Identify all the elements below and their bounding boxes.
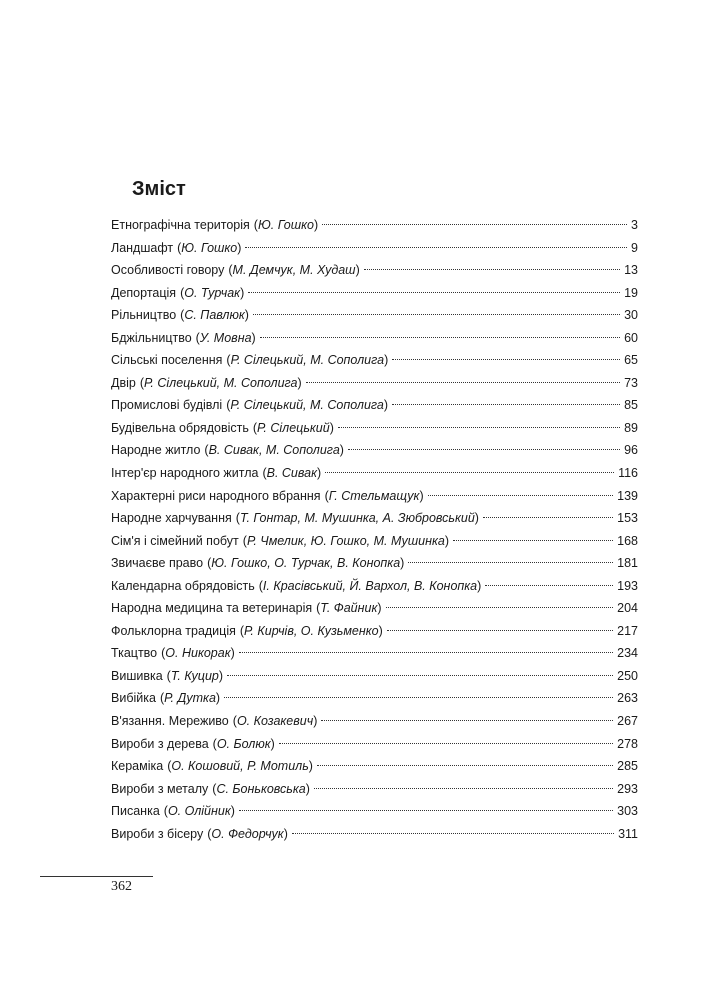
toc-entry-author: ( М. Демчук, М. Худаш )	[228, 263, 359, 277]
toc-entry	[111, 755, 638, 778]
footer-rule	[40, 876, 153, 877]
toc-entry-title: Кераміка	[111, 759, 164, 774]
toc-entry-title: Промислові будівлі	[111, 398, 223, 413]
toc-entry	[111, 214, 638, 237]
toc-entry-author: ( О. Федорчук )	[207, 827, 288, 841]
toc-entry	[111, 394, 638, 417]
toc-entry-page: 9	[631, 240, 638, 255]
toc-entry-title: Депортація	[111, 285, 177, 300]
toc-entry-author: ( Ю. Гошко )	[177, 241, 241, 255]
toc-heading: Зміст	[132, 178, 186, 200]
toc-entry-title: Народне житло	[111, 443, 201, 458]
dot-leader	[292, 833, 614, 834]
toc-entry-page: 168	[617, 533, 638, 548]
toc-entry-title: Інтер'єр народного житла	[111, 466, 259, 481]
toc-entry-author: ( Г. Стельмащук )	[325, 489, 424, 503]
toc-entry-author: ( Р. Чмелик, Ю. Гошко, М. Мушинка )	[243, 534, 449, 548]
dot-leader	[248, 292, 620, 293]
dot-leader	[428, 495, 614, 496]
toc-entry-author: ( Т. Файник )	[316, 601, 381, 615]
toc-entry-page: 217	[617, 623, 638, 638]
dot-leader	[453, 540, 613, 541]
toc-entry	[111, 620, 638, 643]
toc-entry	[111, 304, 638, 327]
toc-entry-author: ( Р. Дутка )	[160, 691, 220, 705]
toc-entry	[111, 687, 638, 710]
toc-entry	[111, 710, 638, 733]
toc-entry-title: Ткацтво	[111, 646, 158, 661]
toc-entry	[111, 349, 638, 372]
toc-entry-author: ( О. Турчак )	[180, 286, 244, 300]
toc-entry-page: 13	[624, 263, 638, 278]
dot-leader	[338, 427, 620, 428]
toc-entry-author: ( Ю. Гошко )	[254, 218, 318, 232]
toc-entry	[111, 733, 638, 756]
toc-entry	[111, 823, 638, 846]
toc-entry-page: 267	[617, 714, 638, 729]
toc-entry	[111, 665, 638, 688]
toc-entry-author: ( Р. Сілецький, М. Сополига )	[226, 398, 388, 412]
dot-leader	[260, 337, 620, 338]
dot-leader	[253, 314, 620, 315]
toc-entry-title: Фольклорна традиція	[111, 623, 236, 638]
toc-entry-author: ( В. Сивак, М. Сополига )	[204, 443, 344, 457]
toc-entry-page: 278	[617, 736, 638, 751]
dot-leader	[387, 630, 613, 631]
toc-entry-page: 250	[617, 668, 638, 683]
toc-entry-page: 73	[624, 375, 638, 390]
dot-leader	[239, 810, 613, 811]
dot-leader	[322, 224, 627, 225]
toc-entry	[111, 800, 638, 823]
toc-entry-page: 139	[617, 488, 638, 503]
toc-entry-author: ( О. Козакевич )	[233, 714, 318, 728]
toc-entry-page: 293	[617, 781, 638, 796]
dot-leader	[239, 652, 613, 653]
toc-entry-author: ( О. Олійник )	[164, 804, 235, 818]
toc-entry-page: 193	[617, 578, 638, 593]
dot-leader	[392, 359, 620, 360]
toc-entry	[111, 372, 638, 395]
toc-entry-page: 3	[631, 218, 638, 232]
dot-leader	[224, 697, 613, 698]
page-number: 362	[111, 879, 132, 894]
dot-leader	[408, 562, 613, 563]
toc-entry-author: ( Р. Сілецький, М. Сополига )	[140, 376, 302, 390]
toc-entry-page: 263	[617, 691, 638, 706]
toc-entry-page: 234	[617, 646, 638, 661]
dot-leader	[392, 404, 620, 405]
toc-entry-author: ( С. Павлюк )	[180, 308, 249, 322]
toc-entry-page: 311	[618, 826, 638, 841]
toc-entry-title: В'язання. Мереживо	[111, 714, 229, 729]
dot-leader	[483, 517, 613, 518]
dot-leader	[386, 607, 614, 608]
toc-entry-title: Писанка	[111, 804, 160, 819]
toc-entry-author: ( Р. Сілецький )	[253, 421, 334, 435]
toc-entry-author: ( О. Болюк )	[213, 737, 275, 751]
toc-entry-title: Двір	[111, 375, 136, 390]
toc-entry-title: Сім'я і сімейний побут	[111, 533, 239, 548]
toc-entry	[111, 597, 638, 620]
dot-leader	[306, 382, 620, 383]
toc-entry	[111, 507, 638, 530]
toc-entry	[111, 778, 638, 801]
toc-entry-page: 96	[624, 443, 638, 458]
dot-leader	[314, 788, 613, 789]
dot-leader	[227, 675, 613, 676]
toc-entry	[111, 462, 638, 485]
toc-entry-title: Народне харчування	[111, 511, 232, 526]
toc-entry-title: Будівельна обрядовість	[111, 420, 249, 435]
toc-entry-author: ( С. Боньковська )	[212, 782, 310, 796]
toc-entry	[111, 237, 638, 260]
toc-entry-title: Сільські поселення	[111, 353, 223, 368]
toc-entry	[111, 259, 638, 282]
toc-entry-title: Вироби з дерева	[111, 736, 209, 751]
toc-entry	[111, 417, 638, 440]
toc-entry-author: ( Р. Сілецький, М. Сополига )	[226, 353, 388, 367]
toc-entry-page: 60	[624, 330, 638, 345]
dot-leader	[485, 585, 613, 586]
toc-entry-author: ( Р. Кирчів, О. Кузьменко )	[240, 624, 383, 638]
toc-entry-title: Вироби з бісеру	[111, 826, 204, 841]
toc-entry	[111, 282, 638, 305]
toc-entry-page: 89	[624, 420, 638, 435]
toc-entry	[111, 327, 638, 350]
toc-entry	[111, 439, 638, 462]
toc-entry-author: ( О. Никорак )	[161, 646, 235, 660]
toc-entry	[111, 552, 638, 575]
toc-entry-author: ( Т. Гонтар, М. Мушинка, А. Зюбровський )	[236, 511, 479, 525]
toc-entry-title: Вишивка	[111, 668, 163, 683]
toc-entry-page: 204	[617, 601, 638, 616]
dot-leader	[279, 743, 613, 744]
dot-leader	[364, 269, 620, 270]
dot-leader	[317, 765, 613, 766]
toc-entry-author: ( І. Красівський, Й. Вархол, В. Конопка )	[259, 579, 482, 593]
toc-entry-author: ( У. Мовна )	[196, 331, 256, 345]
toc-entry-page: 153	[617, 511, 638, 526]
toc-entry-page: 30	[624, 308, 638, 323]
toc-entry-page: 85	[624, 398, 638, 413]
toc-entry-page: 116	[618, 466, 638, 481]
toc-entry-author: ( Т. Куцир )	[167, 669, 223, 683]
toc-entry-title: Календарна обрядовість	[111, 578, 255, 593]
dot-leader	[325, 472, 614, 473]
toc-entry-page: 303	[617, 804, 638, 819]
toc-entry-author: ( В. Сивак )	[262, 466, 321, 480]
toc-entry	[111, 575, 638, 598]
toc-entry	[111, 642, 638, 665]
toc-entry-title: Особливості говору	[111, 263, 225, 278]
toc-entry-title: Ландшафт	[111, 240, 174, 255]
toc-entry	[111, 530, 638, 553]
toc-entry-page: 181	[617, 556, 638, 571]
dot-leader	[245, 247, 627, 248]
toc-entry-title: Вибійка	[111, 691, 156, 706]
toc-entry-title: Бджільництво	[111, 330, 192, 345]
toc-entry-page: 19	[624, 285, 638, 300]
toc-entry-title: Етнографічна територія	[111, 218, 250, 232]
toc-entry-title: Звичаєве право	[111, 556, 204, 571]
toc-entry-title: Вироби з металу	[111, 781, 209, 796]
toc-entry-title: Характерні риси народного вбрання	[111, 488, 321, 503]
toc-entry-author: ( Ю. Гошко, О. Турчак, В. Конопка )	[207, 556, 404, 570]
toc-entry-author: ( О. Кошовий, Р. Мотиль )	[167, 759, 313, 773]
dot-leader	[348, 449, 620, 450]
table-of-contents	[111, 214, 638, 845]
toc-entry-page: 65	[624, 353, 638, 368]
toc-entry-page: 285	[617, 759, 638, 774]
dot-leader	[321, 720, 613, 721]
toc-entry	[111, 485, 638, 508]
toc-entry-title: Народна медицина та ветеринарія	[111, 601, 313, 616]
toc-entry-title: Рільництво	[111, 308, 177, 323]
